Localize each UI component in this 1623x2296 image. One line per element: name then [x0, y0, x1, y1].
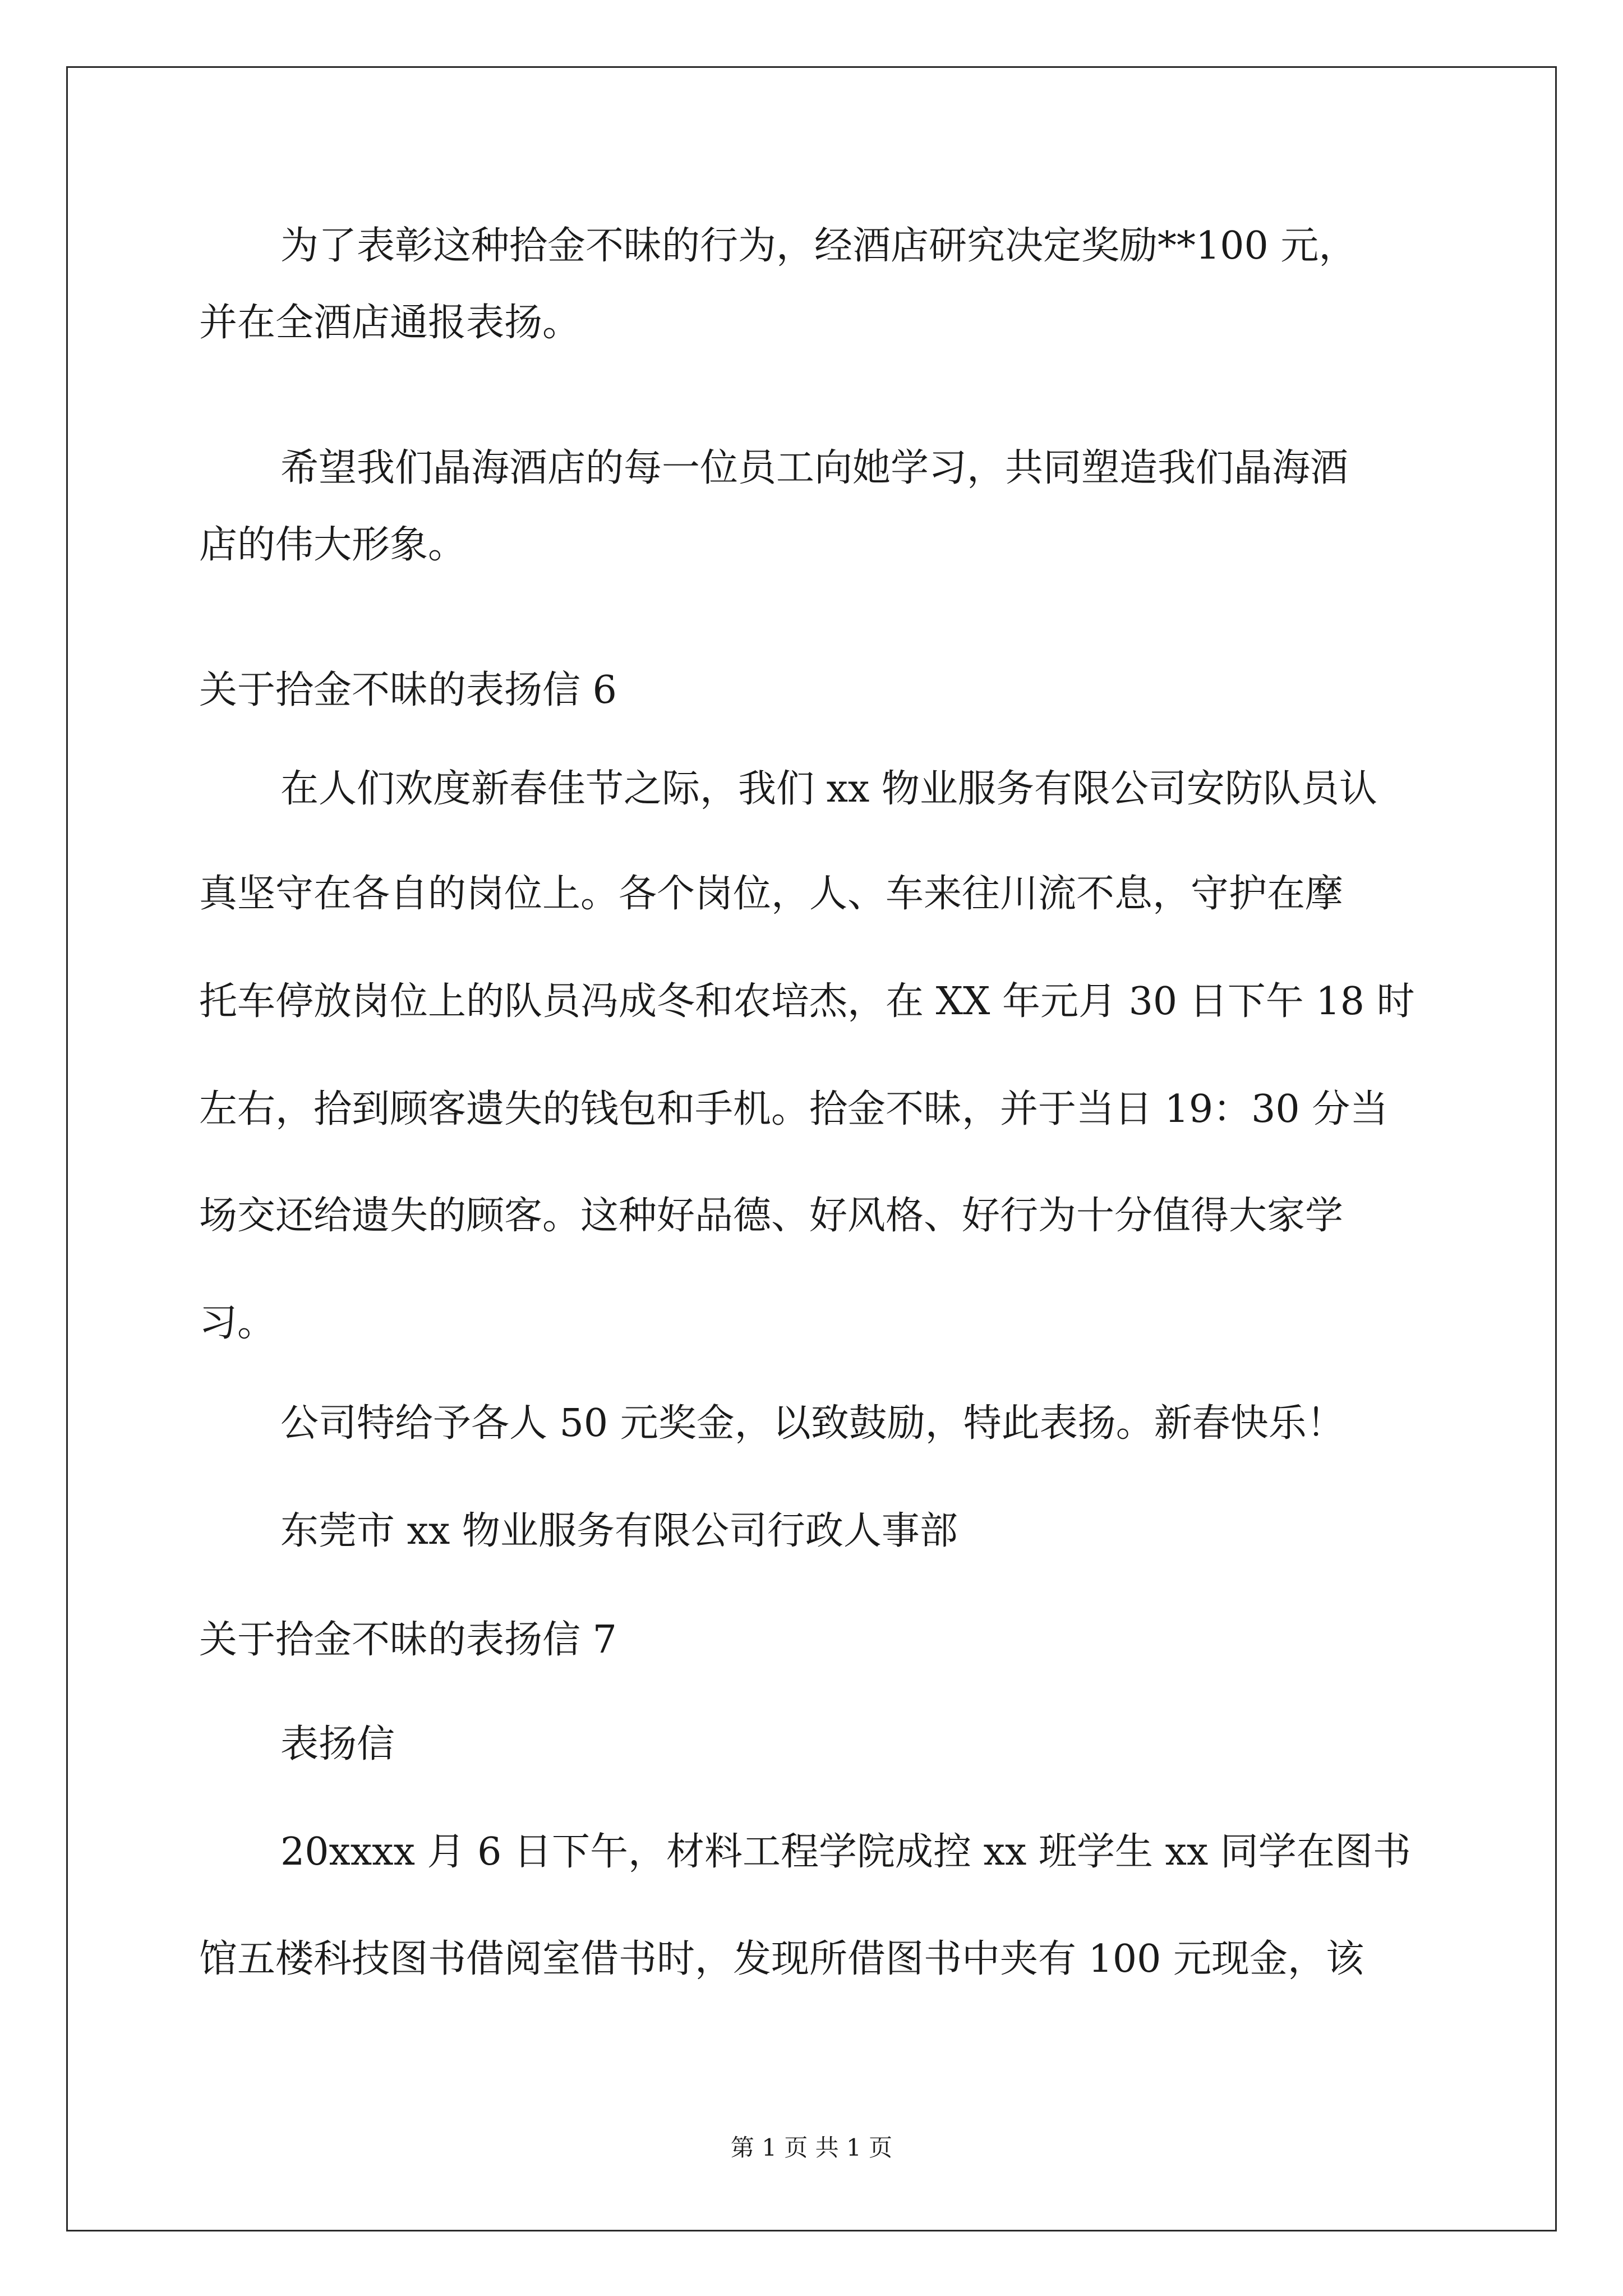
paragraph-line: 馆五楼科技图书借阅室借书时，发现所借图书中夹有 100 元现金，该 [199, 1937, 1364, 1981]
paragraph-line: 真坚守在各自的岗位上。各个岗位，人、车来往川流不息，守护在摩 [199, 872, 1344, 916]
section-heading: 关于拾金不昧的表扬信 6 [199, 668, 617, 712]
paragraph-line: 为了表彰这种拾金不昧的行为，经酒店研究决定奖励**100 元， [280, 224, 1357, 268]
paragraph-line: 店的伟大形象。 [199, 523, 467, 567]
paragraph-line: 习。 [199, 1301, 276, 1345]
paragraph-line: 20xxxx 月 6 日下午，材料工程学院成控 xx 班学生 xx 同学在图书 [280, 1830, 1411, 1874]
page-footer: 第 1 页 共 1 页 [730, 2134, 893, 2161]
paragraph-line: 并在全酒店通报表扬。 [199, 301, 581, 345]
page-border [66, 66, 1557, 2231]
signature-line: 东莞市 xx 物业服务有限公司行政人事部 [280, 1509, 958, 1553]
paragraph-line: 公司特给予各人 50 元奖金，以致鼓励，特此表扬。新春快乐！ [280, 1401, 1345, 1446]
section-heading: 关于拾金不昧的表扬信 7 [199, 1618, 617, 1662]
paragraph-line: 在人们欢度新春佳节之际，我们 xx 物业服务有限公司安防队员认 [280, 767, 1377, 811]
paragraph-line: 左右，拾到顾客遗失的钱包和手机。拾金不昧，并于当日 19：30 分当 [199, 1087, 1389, 1131]
paragraph-line: 托车停放岗位上的队员冯成冬和农培杰，在 XX 年元月 30 日下午 18 时 [199, 979, 1415, 1024]
paragraph-line: 希望我们晶海酒店的每一位员工向她学习，共同塑造我们晶海酒 [280, 446, 1349, 490]
paragraph-line: 场交还给遗失的顾客。这种好品德、好风格、好行为十分值得大家学 [199, 1194, 1344, 1238]
letter-title: 表扬信 [280, 1722, 395, 1766]
